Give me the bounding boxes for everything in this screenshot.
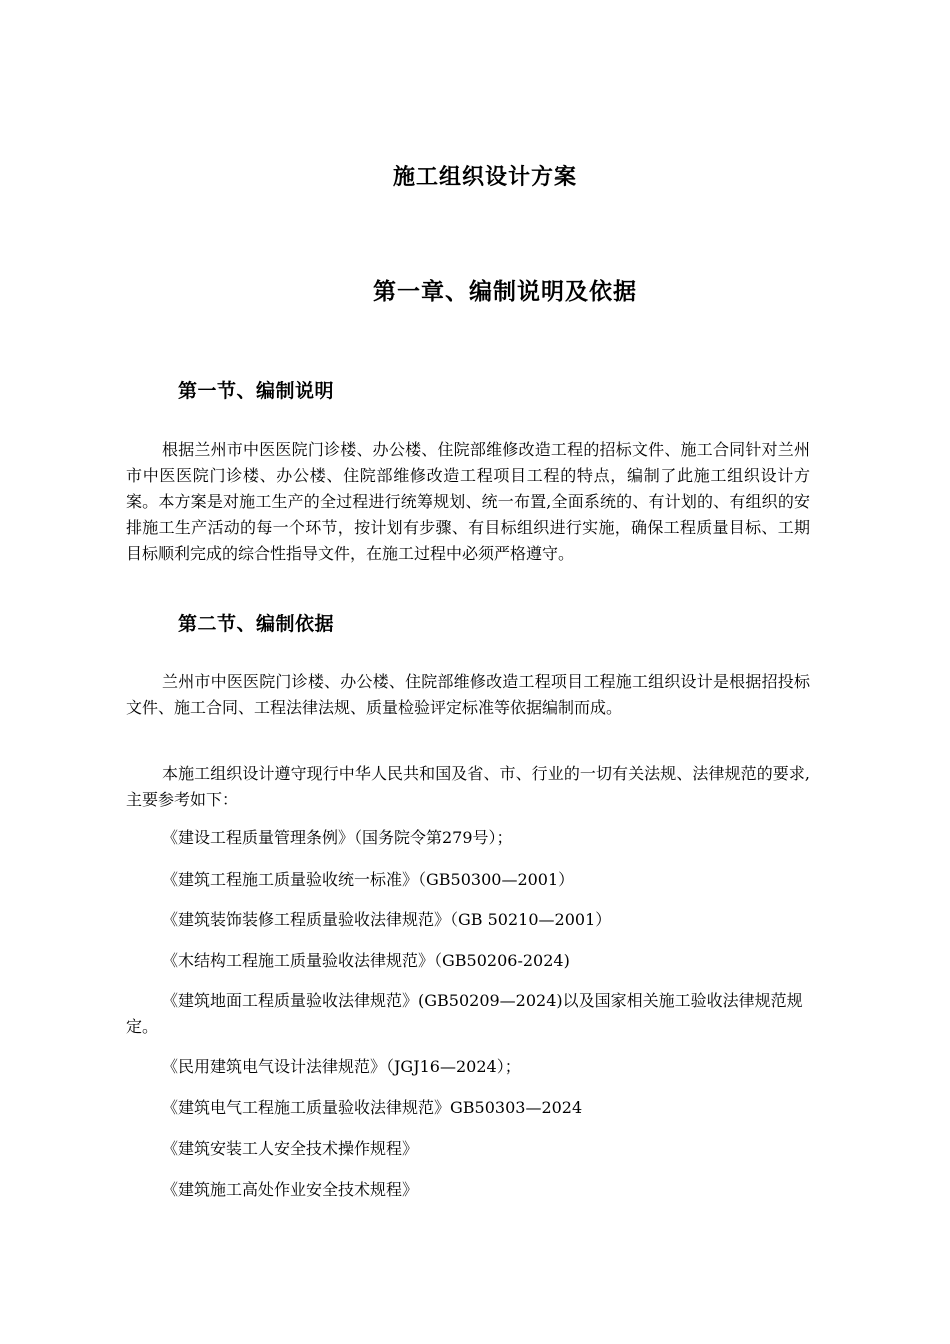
- section2-paragraph-1: 兰州市中医医院门诊楼、办公楼、住院部维修改造工程项目工程施工组织设计是根据招投标文件、施工合同、工程法律法规、质量检验评定标准等依据编制而成。: [126, 672, 810, 717]
- reference-item: 《建筑电气工程施工质量验收法律规范》GB50303—2024: [162, 1098, 583, 1117]
- document-title: 施工组织设计方案: [392, 165, 577, 190]
- section-heading-2: 第二节、编制依据: [178, 613, 335, 635]
- reference-item: 《建筑施工高处作业安全技术规程》: [162, 1180, 419, 1199]
- reference-item: 《木结构工程施工质量验收法律规范》（GB50206-2024): [162, 951, 570, 970]
- reference-item: 《建筑安装工人安全技术操作规程》: [162, 1139, 419, 1158]
- reference-item: 《建筑装饰装修工程质量验收法律规范》（GB 50210—2001）: [162, 910, 612, 929]
- reference-item: 《建设工程质量管理条例》（国务院令第279号）；: [162, 828, 513, 847]
- section2-paragraph-2: 本施工组织设计遵守现行中华人民共和国及省、市、行业的一切有关法规、法律规范的要求,主要参考如下：: [126, 764, 810, 809]
- reference-item: 《建筑工程施工质量验收统一标准》（GB50300—2001）: [162, 870, 575, 889]
- reference-item: 《民用建筑电气设计法律规范》（JGJ16—2024）；: [162, 1057, 521, 1076]
- section1-paragraph: 根据兰州市中医医院门诊楼、办公楼、住院部维修改造工程的招标文件、施工合同针对兰州市中医医院门诊楼、办公楼、住院部维修改造工程项目工程的特点，编制了此施工组织设计方案。本方案是对施工生产的全过程进行统筹规划、统一布置,全面系统的、有计划的、有组织的安排施工生产活动的每一个环节，按计划有步骤、有目标组织进行实施，确保工程质量目标、工期目标顺利完成的综合性指导文件，在施工过程中必须严格遵守。: [126, 440, 810, 563]
- section-heading-1: 第一节、编制说明: [178, 380, 335, 402]
- reference-item: 《建筑地面工程质量验收法律规范》(GB50209—2024)以及国家相关施工验收法律规范规定。: [126, 991, 803, 1036]
- chapter-title: 第一章、编制说明及依据: [373, 279, 637, 305]
